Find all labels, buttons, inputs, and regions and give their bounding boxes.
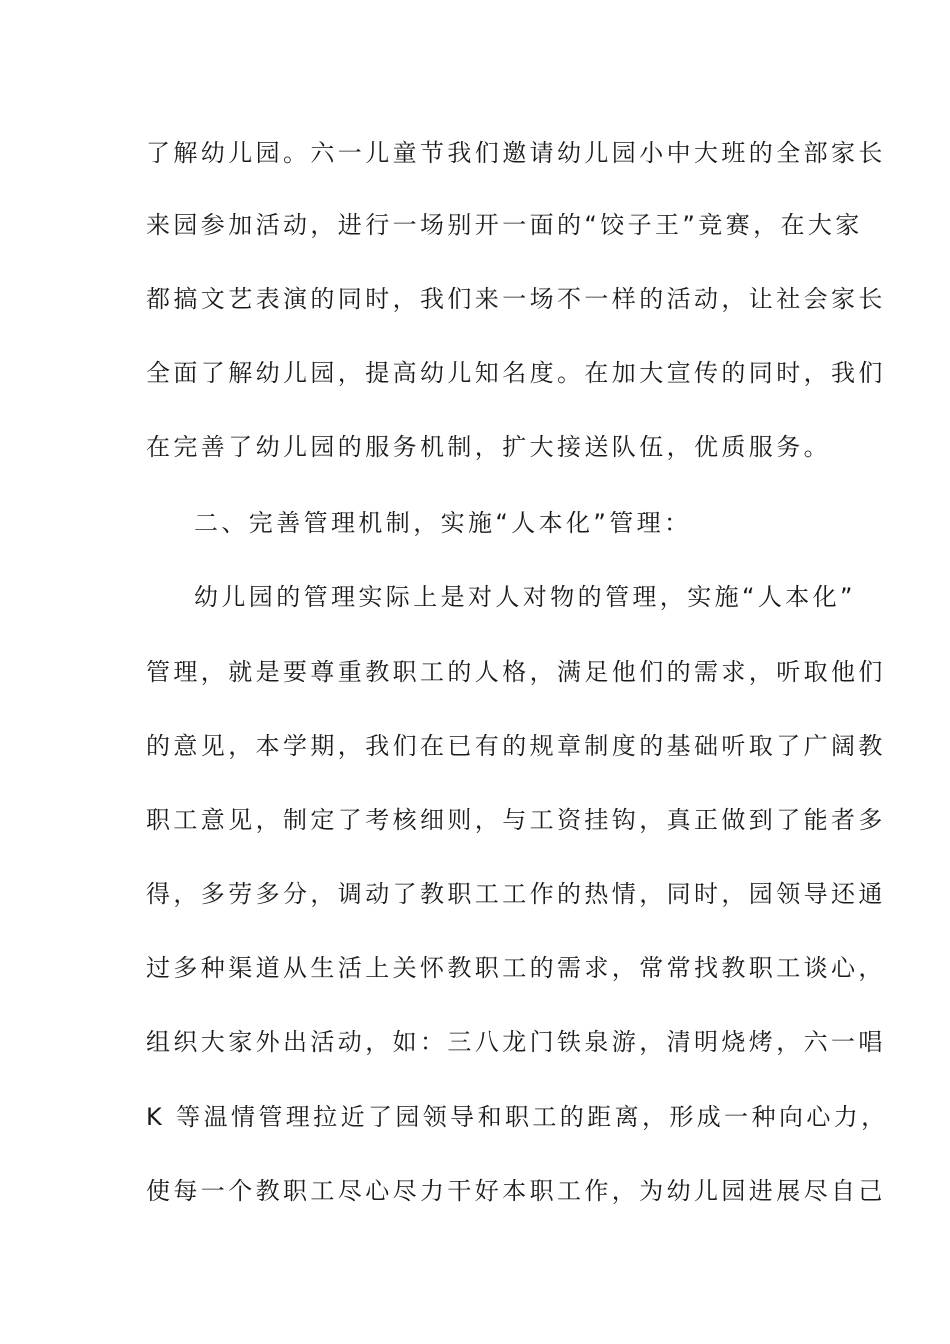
text-line-11: 得，多劳多分，调动了教职工工作的热情，同时，园领导还通	[146, 880, 886, 908]
paragraph-first-line: 幼儿园的管理实际上是对人对物的管理，实施“人本化”	[194, 583, 856, 611]
text-line-10: 职工意见，制定了考核细则，与工资挂钩，真正做到了能者多	[146, 806, 886, 834]
text-line-12: 过多种渠道从生活上关怀教职工的需求，常常找教职工谈心，	[146, 954, 886, 982]
text-line-13: 组织大家外出活动，如：三八龙门铁泉游，清明烧烤，六一唱	[146, 1028, 886, 1056]
text-line-9: 的意见，本学期，我们在已有的规章制度的基础听取了广阔教	[146, 732, 886, 760]
text-line-4: 全面了解幼儿园，提高幼儿知名度。在加大宣传的同时，我们	[146, 359, 886, 387]
text-line-1: 了解幼儿园。六一儿童节我们邀请幼儿园小中大班的全部家长	[146, 139, 886, 167]
text-line-5: 在完善了幼儿园的服务机制，扩大接送队伍，优质服务。	[146, 433, 831, 461]
text-line-2: 来园参加活动，进行一场别开一面的“饺子王”竞赛，在大家	[146, 211, 863, 239]
section-heading: 二、完善管理机制，实施“人本化”管理：	[194, 509, 692, 537]
text-line-15: 使每一个教职工尽心尽力干好本职工作，为幼儿园进展尽自己	[146, 1177, 886, 1205]
text-line-3: 都搞文艺表演的同时，我们来一场不一样的活动，让社会家长	[146, 285, 886, 313]
text-line-14: K 等温情管理拉近了园领导和职工的距离，形成一种向心力，	[146, 1103, 889, 1131]
text-line-8: 管理，就是要尊重教职工的人格，满足他们的需求，听取他们	[146, 658, 886, 686]
